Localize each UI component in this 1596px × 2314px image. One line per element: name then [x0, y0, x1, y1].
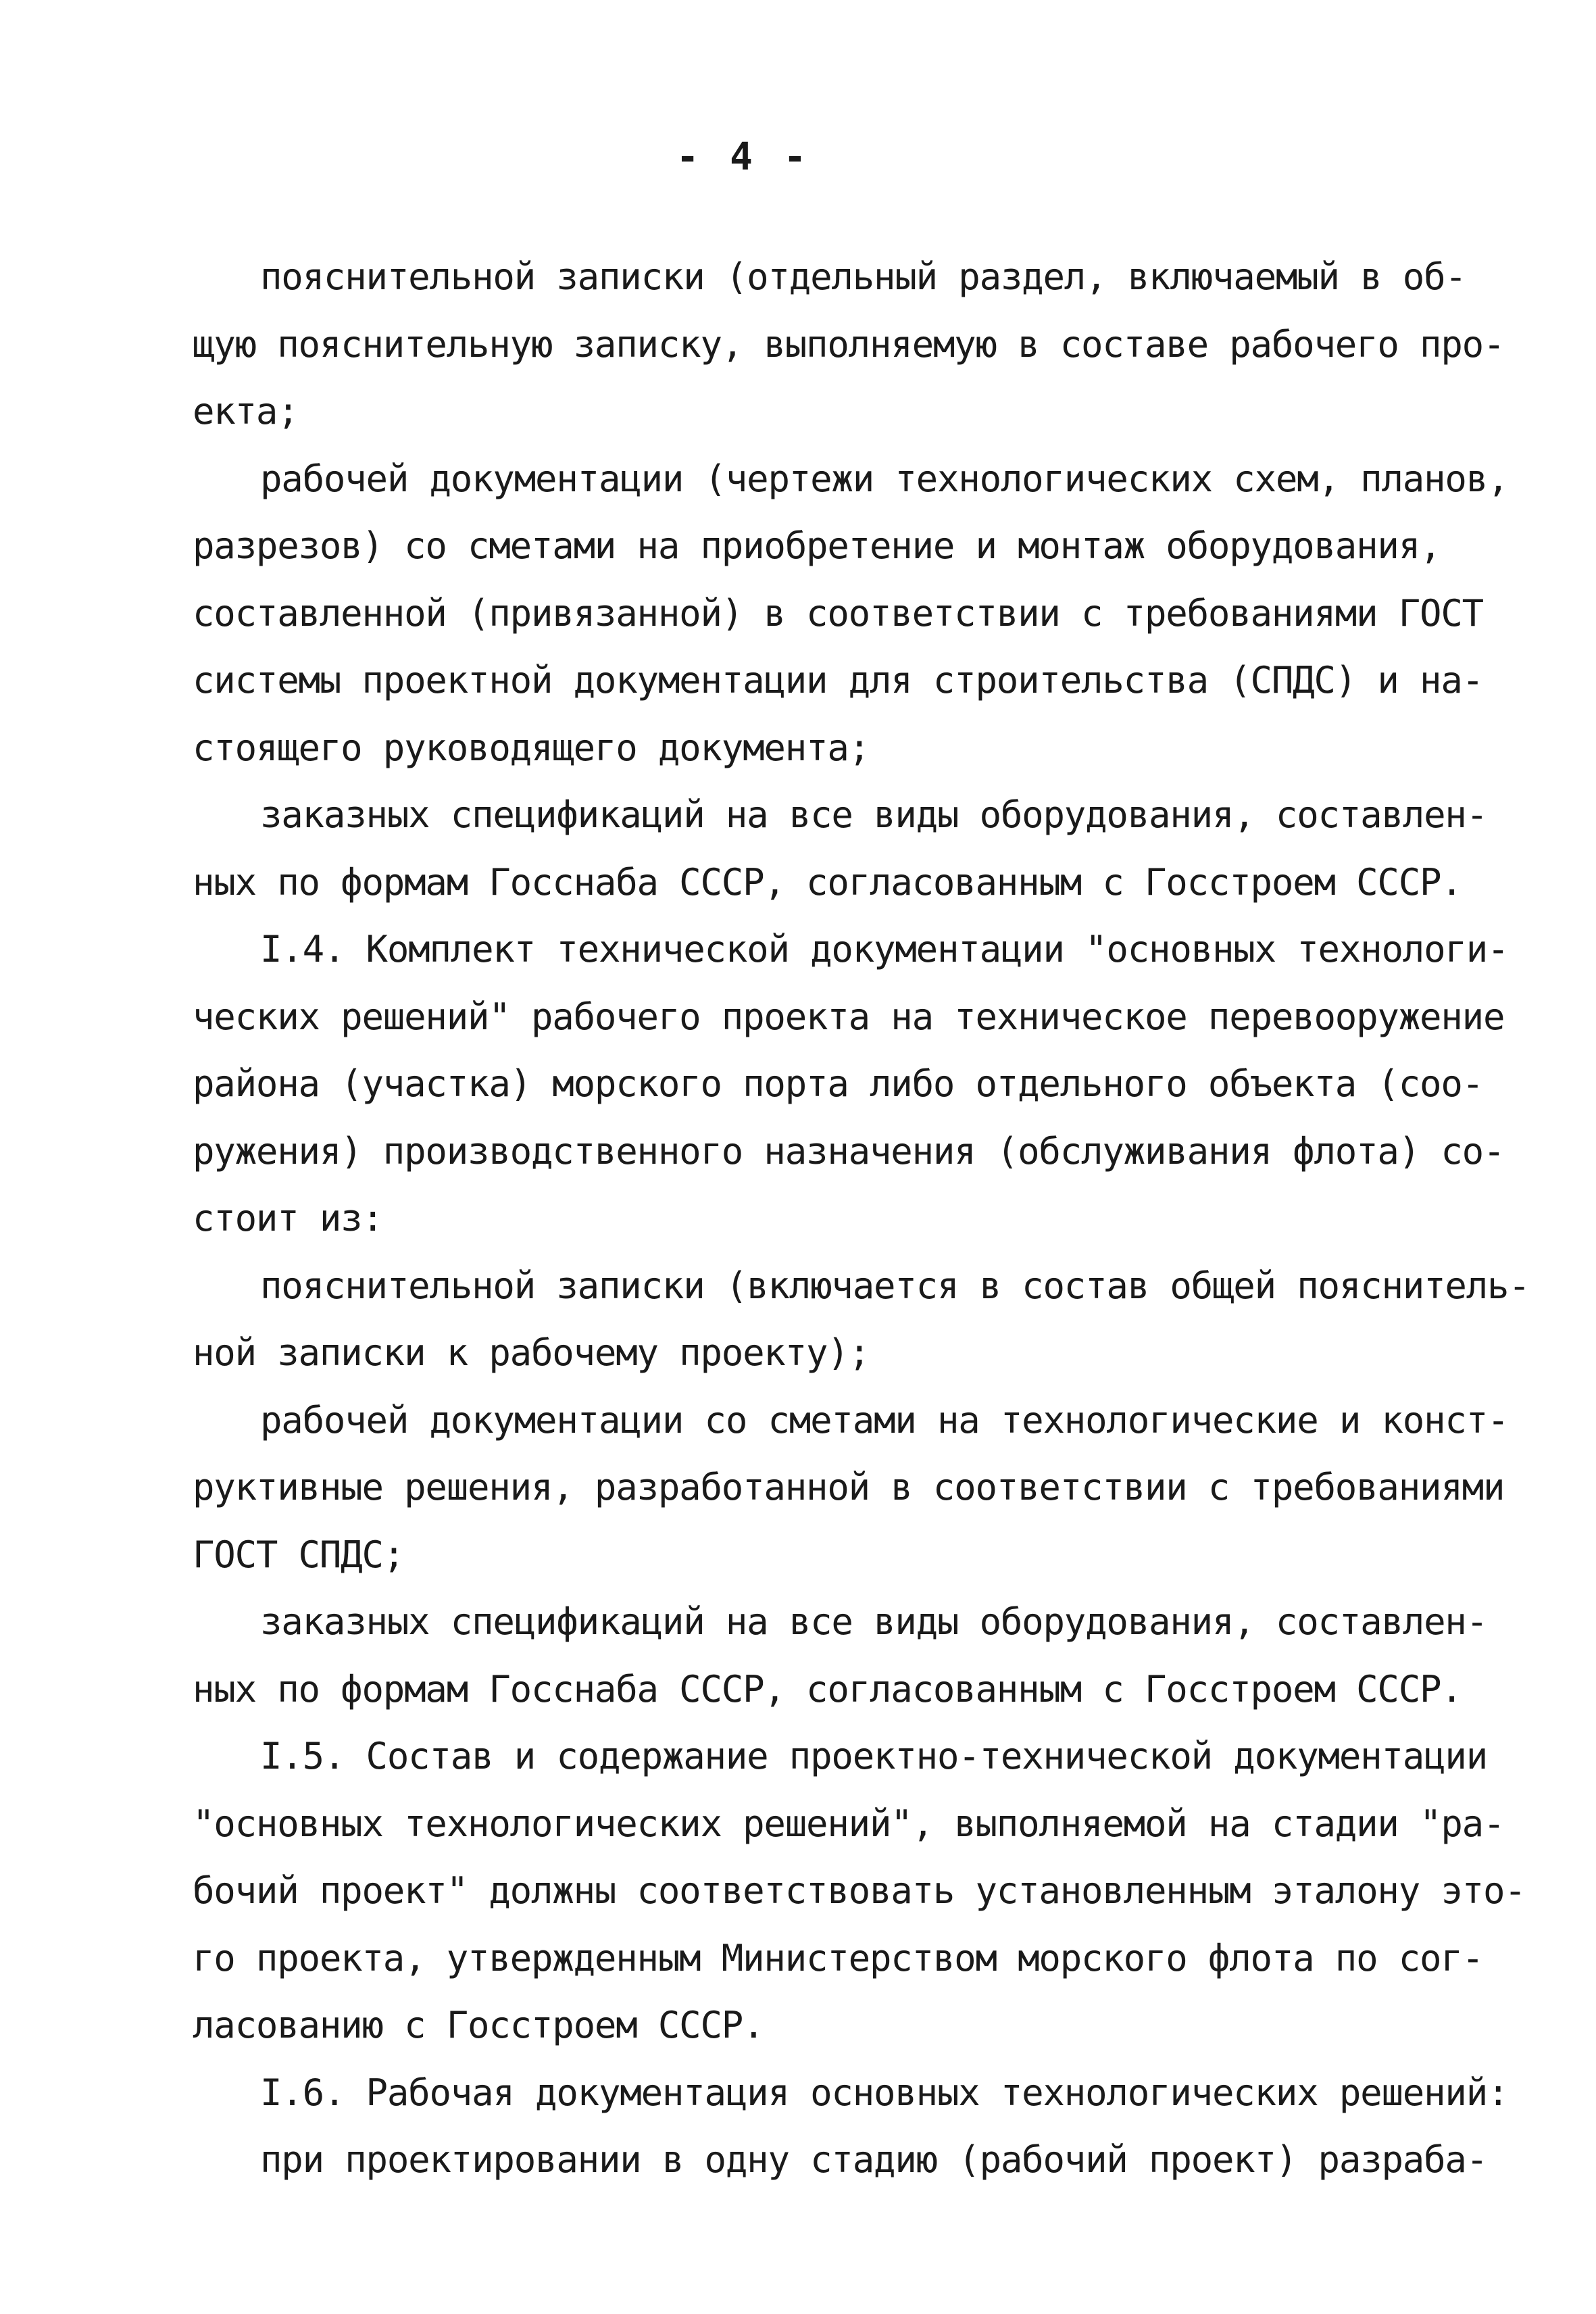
text-line-29: при проектировании в одну стадию (рабочий проект) разраба- [260, 2138, 1488, 2181]
text-line-15: стоит из: [193, 1197, 383, 1239]
text-line-18: рабочей документации со сметами на технологические и конст- [260, 1398, 1509, 1442]
text-line-6: составленной (привязанной) в соответствии с требованиями ГОСТ [193, 591, 1483, 635]
text-line-5: разрезов) со сметами на приобретение и монтаж оборудования, [193, 524, 1441, 567]
text-line-13: района (участка) морского порта либо отдельного объекта (соо- [193, 1062, 1483, 1105]
text-line-8: стоящего руководящего документа; [193, 726, 870, 769]
text-line-11: I.4. Комплект технической документации "основных технологи- [260, 928, 1509, 970]
text-line-1: пояснительной записки (отдельный раздел, включаемый в об- [260, 255, 1466, 298]
text-line-27: ласованию с Госстроем СССР. [193, 2004, 764, 2046]
text-line-2: щую пояснительную записку, выполняемую в составе рабочего про- [193, 322, 1505, 366]
text-line-10: ных по формам Госснаба СССР, согласованным с Госстроем СССР. [193, 860, 1462, 904]
text-line-4: рабочей документации (чертежи технологических схем, планов, [260, 457, 1509, 500]
text-line-3: екта; [193, 390, 299, 433]
text-line-9: заказных спецификаций на все виды оборудования, составлен- [260, 793, 1488, 836]
text-line-7: системы проектной документации для строительства (СПДС) и на- [193, 659, 1483, 701]
text-line-20: ГОСТ СПДС; [193, 1533, 405, 1576]
text-line-12: ческих решений" рабочего проекта на техническое перевооружение [193, 995, 1505, 1038]
body-text [193, 243, 1530, 2194]
text-line-22: ных по формам Госснаба СССР, согласованным с Госстроем СССР. [193, 1667, 1462, 1710]
text-line-23: I.5. Состав и содержание проектно-технической документации [260, 1735, 1488, 1777]
text-line-19: руктивные решения, разработанной в соответствии с требованиями [193, 1466, 1505, 1508]
text-line-21: заказных спецификаций на все виды оборудования, составлен- [260, 1600, 1488, 1643]
text-line-25: бочий проект" должны соответствовать установленным эталону это- [193, 1869, 1526, 1912]
text-line-28: I.6. Рабочая документация основных технологических решений: [260, 2071, 1509, 2114]
text-line-16: пояснительной записки (включается в состав общей пояснитель- [260, 1264, 1530, 1307]
text-line-26: го проекта, утвержденным Министерством морского флота по сог- [193, 1936, 1483, 1979]
text-line-17: ной записки к рабочему проекту); [193, 1331, 870, 1374]
text-line-14: ружения) производственного назначения (обслуживания флота) со- [193, 1129, 1505, 1173]
text-line-24: "основных технологических решений", выполняемой на стадии "ра- [193, 1802, 1505, 1845]
page-number: - 4 - [676, 135, 811, 179]
